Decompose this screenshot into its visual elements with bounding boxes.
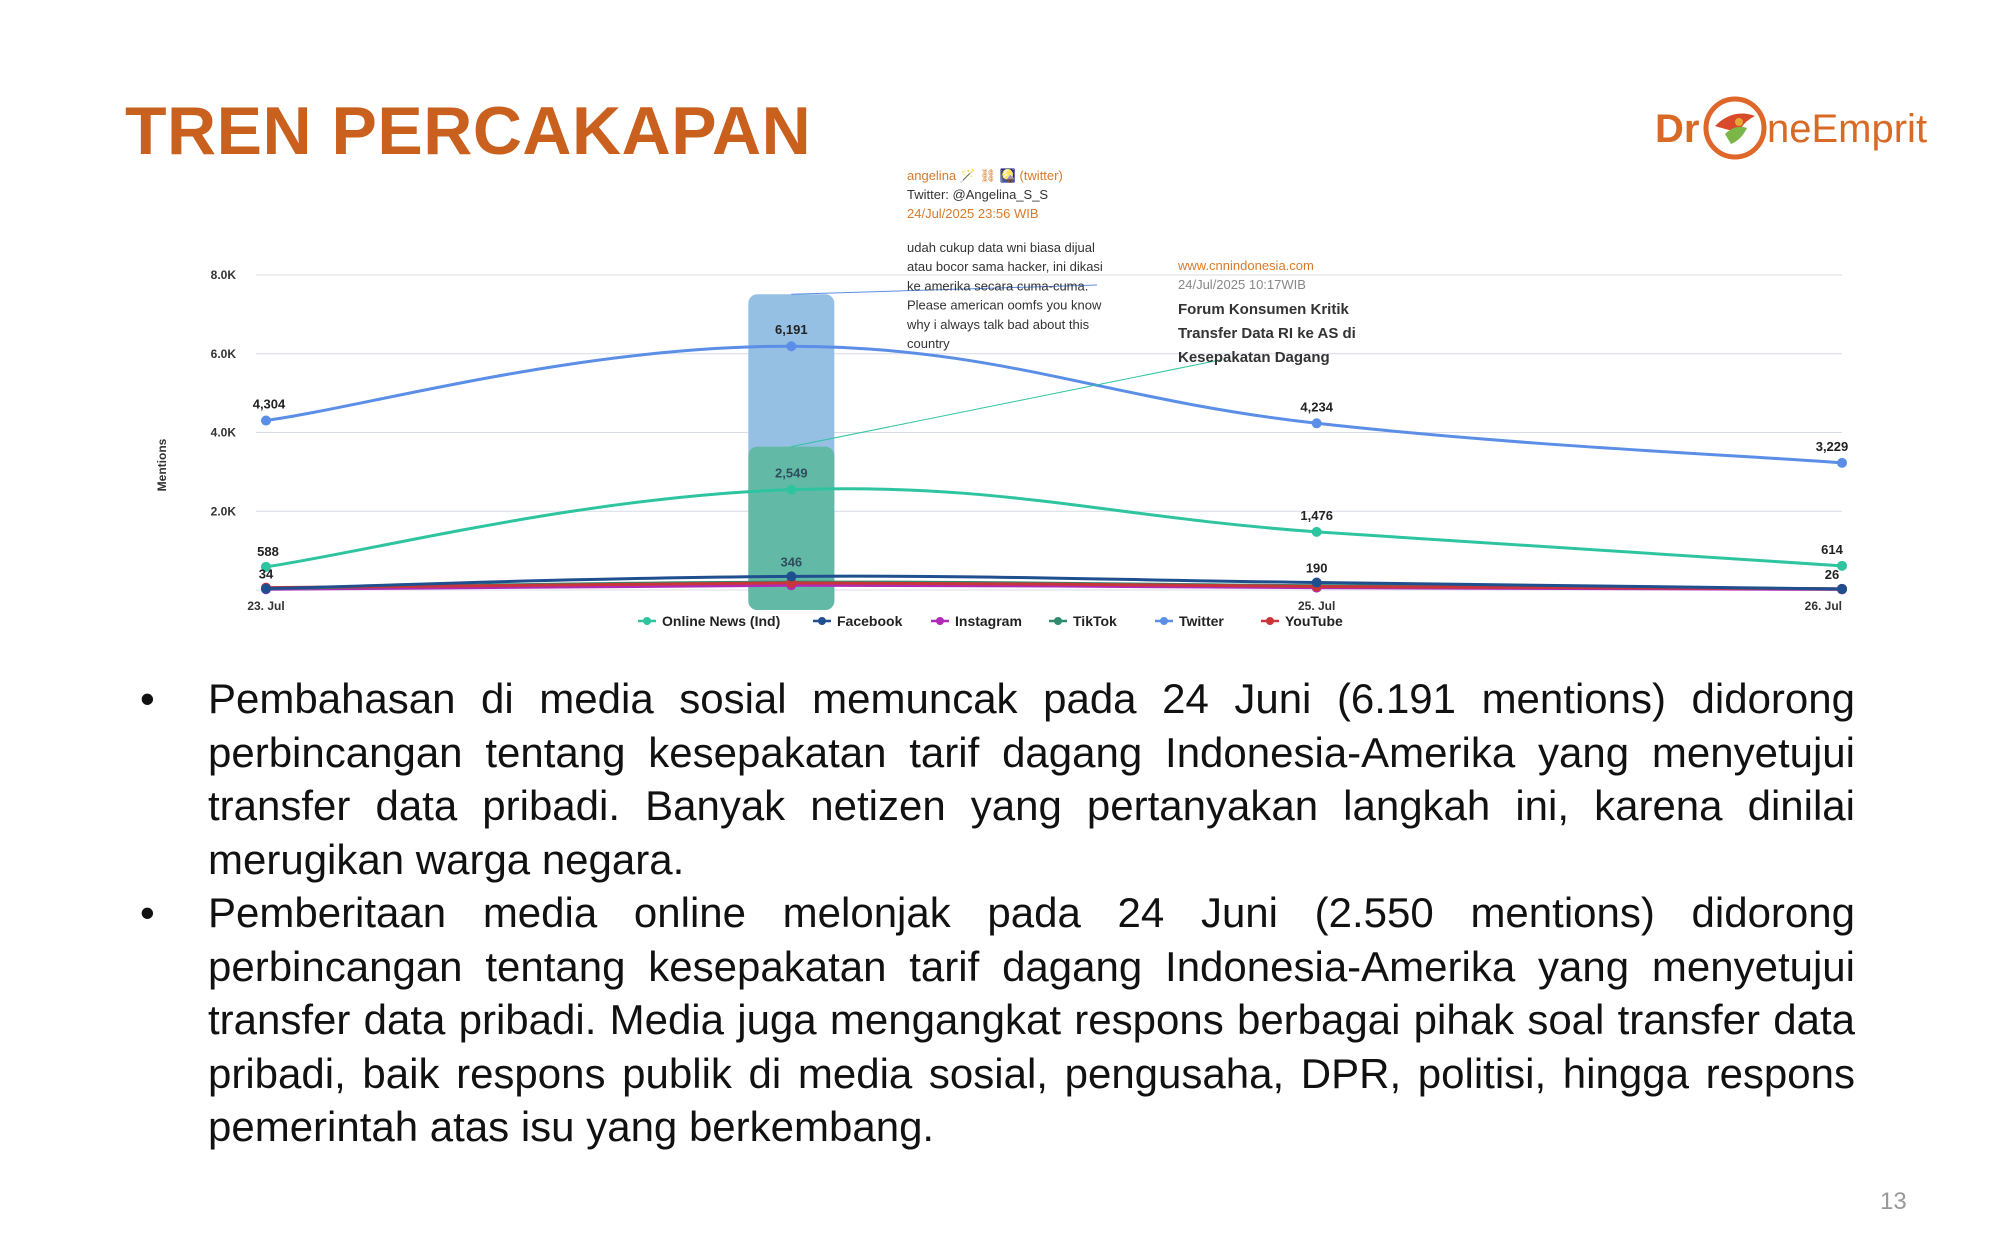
facebook-point [786, 571, 796, 581]
y-tick-label: 4.0K [210, 425, 236, 440]
annotation-line: why i always talk bad about this [907, 316, 1090, 332]
data-label: 1,476 [1300, 507, 1333, 523]
legend-label-instagram: Instagram [955, 613, 1022, 629]
bullet-text: Pembahasan di media sosial memuncak pada 24 Juni (6.191 mentions) didorong perbincangan tentang kesepakatan tarif dagang Indonesia-Amerika yang menyetujui transfer data pribadi. Banyak netizen yang pertanyakan langkah ini, karena dinilai merugikan warga negara. [208, 675, 1855, 883]
annotation-date: 24/Jul/2025 10:17WIB [1178, 277, 1306, 292]
logo-text-part2: neEmprit [1767, 107, 1928, 151]
data-label: 588 [257, 543, 279, 559]
annotation-header: angelina 🪄 ⛓ 🎑 (twitter) [907, 168, 1063, 183]
bullet-text: Pemberitaan media online melonjak pada 24 Juni (2.550 mentions) didorong perbincangan tentang kesepakatan tarif dagang Indonesia-Amerika yang menyetujui transfer data pribadi. Media juga mengangkat respons berbagai pihak soal transfer data pribadi, baik respons publik di media sosial, pengusaha, DPR, politisi, hingga respons pemerintah atas isu yang berkembang. [208, 889, 1855, 1150]
data-label: 4,304 [252, 396, 286, 412]
legend-swatch-twitter [1160, 617, 1168, 625]
twitter-point [786, 341, 796, 351]
twitter-point [1312, 418, 1322, 428]
annotation-line: Kesepakatan Dagang [1178, 349, 1330, 366]
twitter-line [266, 346, 1842, 463]
y-tick-label: 6.0K [210, 346, 236, 361]
legend-swatch-facebook [818, 617, 826, 625]
legend-label-facebook: Facebook [837, 613, 903, 629]
x-tick-label: 26. Jul [1804, 599, 1842, 613]
y-tick-label: 8.0K [210, 268, 236, 282]
online-news-ind-point [1312, 527, 1322, 537]
x-tick-label: 23. Jul [247, 599, 285, 613]
legend-swatch-tiktok [1054, 617, 1062, 625]
chart-legend [638, 613, 1343, 629]
facebook-point [1312, 578, 1322, 588]
legend-swatch-instagram [936, 617, 944, 625]
legend-swatch-online-news-ind [643, 617, 651, 625]
bullet-list [140, 672, 1855, 1154]
data-label: 2,549 [775, 465, 808, 481]
bullet-item [140, 886, 1855, 1154]
y-axis [211, 268, 237, 518]
annotation-connector [791, 360, 1220, 447]
data-label: 614 [1821, 541, 1843, 557]
legend-swatch-youtube [1266, 617, 1274, 625]
data-label: 190 [1305, 560, 1328, 576]
annotation-line: Please american oomfs you know [907, 297, 1102, 313]
bullet-symbol: • [140, 675, 155, 722]
annotation-line: ke amerika secara cuma-cuma. [907, 278, 1089, 294]
legend-label-online-news-ind: Online News (Ind) [662, 613, 781, 629]
x-axis [247, 599, 1842, 613]
legend-label-twitter: Twitter [1179, 613, 1224, 629]
annotation-line: country [907, 336, 950, 351]
annotation-line: udah cukup data wni biasa dijual [907, 240, 1095, 255]
facebook-point [1837, 584, 1847, 594]
x-tick-label: 25. Jul [1297, 599, 1336, 613]
data-label: 26 [1824, 566, 1840, 582]
data-label: 6,191 [775, 322, 808, 338]
drone-icon [1706, 99, 1764, 157]
trend-chart [140, 165, 1870, 645]
data-label: 346 [780, 554, 803, 570]
page-number: 13 [1880, 1188, 1907, 1215]
annotation-date: 24/Jul/2025 23:56 WIB [907, 206, 1039, 221]
page-title: TREN PERCAKAPAN [125, 93, 812, 169]
data-label: 4,234 [1300, 399, 1333, 415]
logo-text-part1: Dr [1655, 107, 1700, 151]
y-tick-label: 2.0K [210, 504, 236, 519]
chart-series [258, 341, 1847, 594]
legend-label-youtube: YouTube [1285, 613, 1343, 629]
twitter-point [1837, 458, 1847, 468]
annotation-line: Forum Konsumen Kritik [1178, 301, 1349, 318]
bullet-symbol: • [140, 889, 155, 936]
facebook-point [261, 584, 271, 594]
annotation-line: atau bocor sama hacker, ini dikasi [907, 259, 1103, 275]
bullet-item [140, 672, 1855, 886]
y-axis-label: Mentions [155, 438, 169, 492]
data-label: 3,229 [1815, 438, 1849, 454]
annotation-line: Transfer Data RI ke AS di [1178, 325, 1356, 342]
twitter-point [261, 416, 271, 426]
data-label: 34 [258, 566, 274, 582]
drone-emprit-logo [1655, 88, 1930, 168]
online-news-ind-point [786, 485, 796, 495]
legend-label-tiktok: TikTok [1073, 613, 1117, 629]
chart-annotations [791, 168, 1356, 447]
annotation-handle: Twitter: @Angelina_S_S [907, 187, 1049, 202]
data-labels [253, 322, 1849, 582]
annotation-header: www.cnnindonesia.com [1178, 258, 1314, 273]
